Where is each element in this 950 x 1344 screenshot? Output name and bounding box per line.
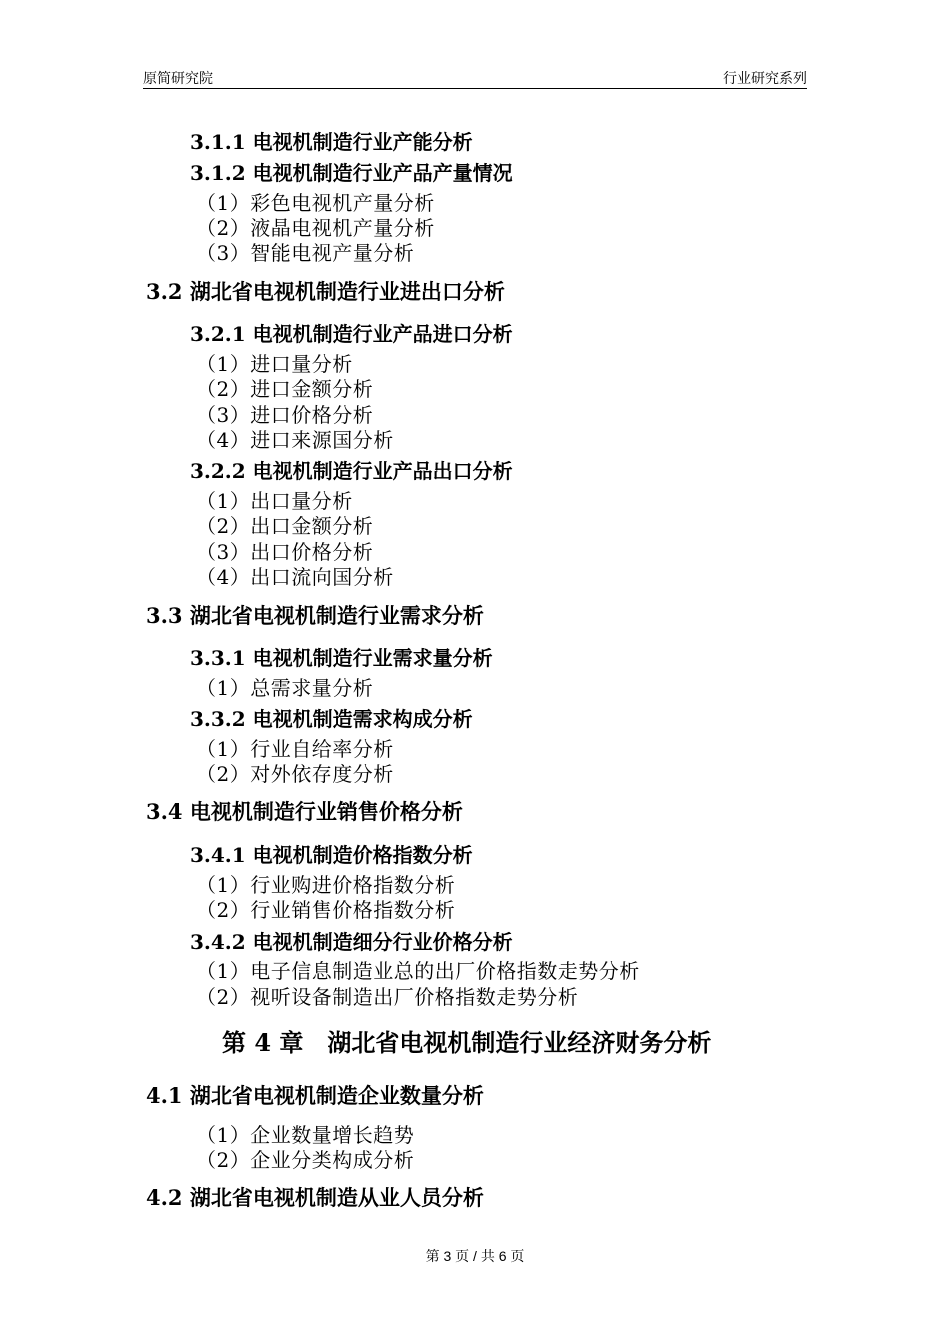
toc-entry: 3.2.1 电视机制造行业产品进口分析 <box>190 322 513 346</box>
toc-entry: （2）对外依存度分析 <box>196 762 394 786</box>
toc-entry: （1）进口量分析 <box>196 352 353 376</box>
toc-entry: （4）进口来源国分析 <box>196 428 394 452</box>
toc-entry: （1）彩色电视机产量分析 <box>196 191 435 215</box>
toc-entry: （1）企业数量增长趋势 <box>196 1123 415 1147</box>
header-series-name: 行业研究系列 <box>723 70 807 86</box>
toc-entry: （2）液晶电视机产量分析 <box>196 216 435 240</box>
toc-entry: （2）视听设备制造出厂价格指数走势分析 <box>196 985 579 1009</box>
page-number: 第 3 页 / 共 6 页 <box>425 1248 525 1264</box>
toc-entry: 3.3 湖北省电视机制造行业需求分析 <box>146 603 484 628</box>
header-org-name: 原简研究院 <box>143 70 213 86</box>
page-header <box>143 66 807 89</box>
chapter-heading: 第 4 章 湖北省电视机制造行业经济财务分析 <box>222 1028 712 1057</box>
toc-entry: 3.1.1 电视机制造行业产能分析 <box>190 130 473 154</box>
toc-entry: 4.2 湖北省电视机制造从业人员分析 <box>146 1185 484 1210</box>
toc-entry: 3.4.1 电视机制造价格指数分析 <box>190 843 473 867</box>
toc-entry: 3.4.2 电视机制造细分行业价格分析 <box>190 930 513 954</box>
toc-entry: （3）进口价格分析 <box>196 403 374 427</box>
toc-entry: 3.3.1 电视机制造行业需求量分析 <box>190 646 493 670</box>
toc-entry: （1）总需求量分析 <box>196 676 374 700</box>
toc-entry: （1）行业自给率分析 <box>196 737 394 761</box>
toc-entry: 4.1 湖北省电视机制造企业数量分析 <box>146 1083 484 1108</box>
toc-entry: （1）电子信息制造业总的出厂价格指数走势分析 <box>196 959 640 983</box>
toc-entry: 3.2.2 电视机制造行业产品出口分析 <box>190 459 513 483</box>
toc-entry: （3）智能电视产量分析 <box>196 241 415 265</box>
toc-entry: 3.1.2 电视机制造行业产品产量情况 <box>190 161 513 185</box>
toc-entry: 3.4 电视机制造行业销售价格分析 <box>146 799 463 824</box>
toc-entry: （1）行业购进价格指数分析 <box>196 873 456 897</box>
toc-entry: （2）进口金额分析 <box>196 377 374 401</box>
toc-entry: （2）出口金额分析 <box>196 514 374 538</box>
toc-entry: （3）出口价格分析 <box>196 540 374 564</box>
toc-entry: 3.2 湖北省电视机制造行业进出口分析 <box>146 279 505 304</box>
toc-entry: 3.3.2 电视机制造需求构成分析 <box>190 707 473 731</box>
toc-entry: （4）出口流向国分析 <box>196 565 394 589</box>
toc-entry: （2）企业分类构成分析 <box>196 1148 415 1172</box>
toc-entry: （2）行业销售价格指数分析 <box>196 898 456 922</box>
toc-entry: （1）出口量分析 <box>196 489 353 513</box>
